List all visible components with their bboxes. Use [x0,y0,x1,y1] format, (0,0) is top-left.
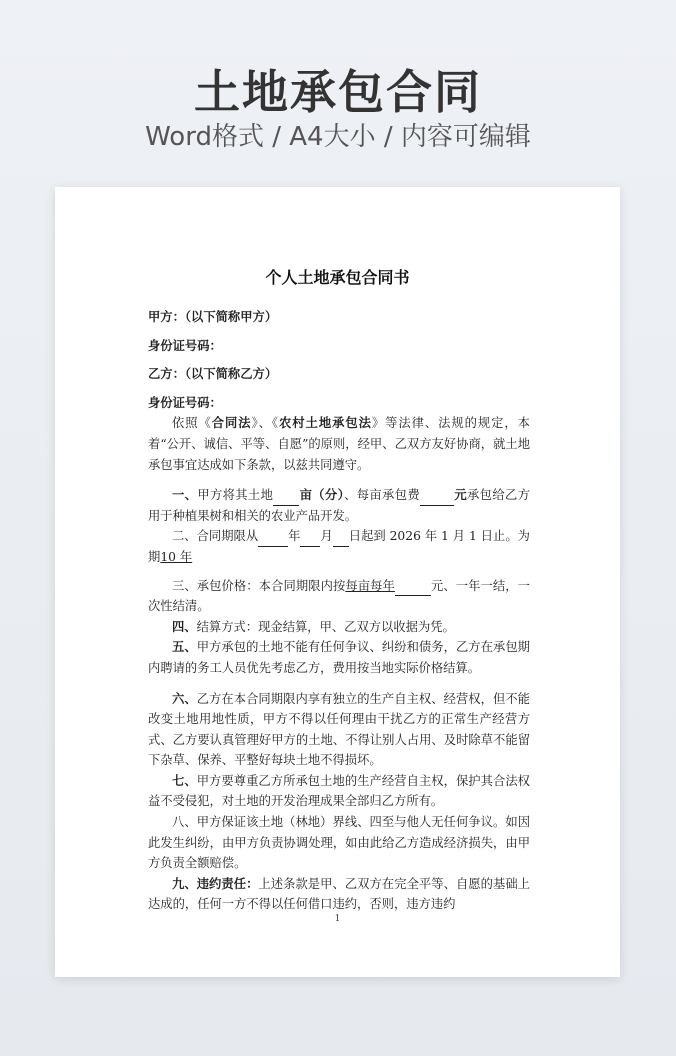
clause-text: 甲方要尊重乙方所承包土地的生产经营自主权，保护其合法权益不受侵犯，对土地的开发治理成果全部归乙方所有。 [148,773,530,809]
banner [0,0,676,180]
unit-text: 元 [454,487,468,503]
clause-text: 起到 2026 年 1 月 1 日止。为期 [148,529,530,564]
clause-text: 、一年一结，一次性结清。 [148,578,530,614]
clause-text: 三、承包价格：本合同期限内按 [172,578,346,593]
date-text: 年 [288,529,301,544]
blank-field[interactable] [273,491,299,506]
date-text: 月 [320,529,333,544]
clause-text: 二、合同期限从 [172,529,259,544]
unit-text: 亩（分） [299,487,345,503]
page-number: 1 [334,914,341,924]
blank-field[interactable] [258,532,288,547]
clause-number: 七、 [172,772,197,788]
preamble-text: 》、《 [251,416,280,431]
price-label: 每亩每年 [345,578,395,593]
clause-4 [148,617,530,638]
law-name: 合同法 [211,415,252,431]
clause-number: 九、违约责任： [172,875,259,891]
clause-9 [148,874,530,915]
clause-text: 结算方式：现金结算，甲、乙双方以收据为凭。 [196,619,455,634]
clause-7 [148,771,530,812]
party-a-line: 甲方：（以下简称甲方） [148,309,278,324]
clause-3 [148,576,530,617]
clause-number: 一、 [172,487,198,503]
party-a-id-line: 身份证号码： [148,337,222,353]
blank-field[interactable] [395,581,431,596]
term-value: 10 年 [160,549,193,564]
clause-number: 五、 [172,639,197,655]
blank-field[interactable] [420,491,454,506]
document-body [148,307,530,915]
clause-text: 甲方承包的土地不能有任何争议、纠纷和债务，乙方在承包期内聘请的务工人员优先考虑乙方，费用按当地实际价格结算。 [148,640,530,675]
clause-text: 甲方将其土地 [197,488,274,503]
party-b-id-line: 身份证号码： [148,394,222,410]
clause-5 [148,637,530,678]
clause-text: 乙方在本合同期限内享有独立的生产自主权、经营权，但不能改变土地用地性质，甲方不得以任何理由干扰乙方的正常生产经营方式、乙方要认真管理好甲方的土地、不得让别人占用、及时除草不能留下杂草、保养、平整好每块土地不得损坏。 [148,691,530,768]
clause-6 [148,689,530,771]
date-text: 日 [348,529,362,544]
blank-field[interactable] [333,532,349,547]
clause-8: 八、甲方保证该土地（林地）界线、四至与他人无任何争议。如因此发生纠纷，由甲方负责协调处理，如由此给乙方造成经济损失，由甲方负责全额赔偿。 [148,815,530,871]
law-name: 农村土地承包法 [279,415,372,431]
unit-text: 元 [430,578,444,593]
preamble-paragraph [148,413,530,475]
clause-text: 、每亩承包费 [344,488,421,503]
document-title: 个人土地承包合同书 [265,268,410,287]
clause-number: 六、 [172,690,197,706]
preamble-text: 依照《 [172,416,212,431]
banner-title: 土地承包合同 [194,65,482,119]
party-b-line: 乙方：（以下简称乙方） [148,366,278,382]
clause-text: 上述条款是甲、乙双方在完全平等、自愿的基础上达成的，任何一方不得以任何借口违约，否则，违方违约 [148,876,530,912]
preamble-text: 》等法律、法规的规定，本着“公开、诚信、平等、自愿”的原则，经甲、乙双方友好协商，就土地承包事宜达成如下条款，以兹共同遵守。 [148,416,530,472]
clause-2 [148,526,530,567]
clause-number: 四、 [172,618,197,634]
blank-field[interactable] [300,532,320,547]
clause-1 [148,485,530,526]
clause-text: 承包给乙方用于种植果树和相关的农业产品开发。 [148,488,530,523]
banner-subtitle: Word格式 / A4大小 / 内容可编辑 [145,122,531,152]
document-page [55,187,620,977]
